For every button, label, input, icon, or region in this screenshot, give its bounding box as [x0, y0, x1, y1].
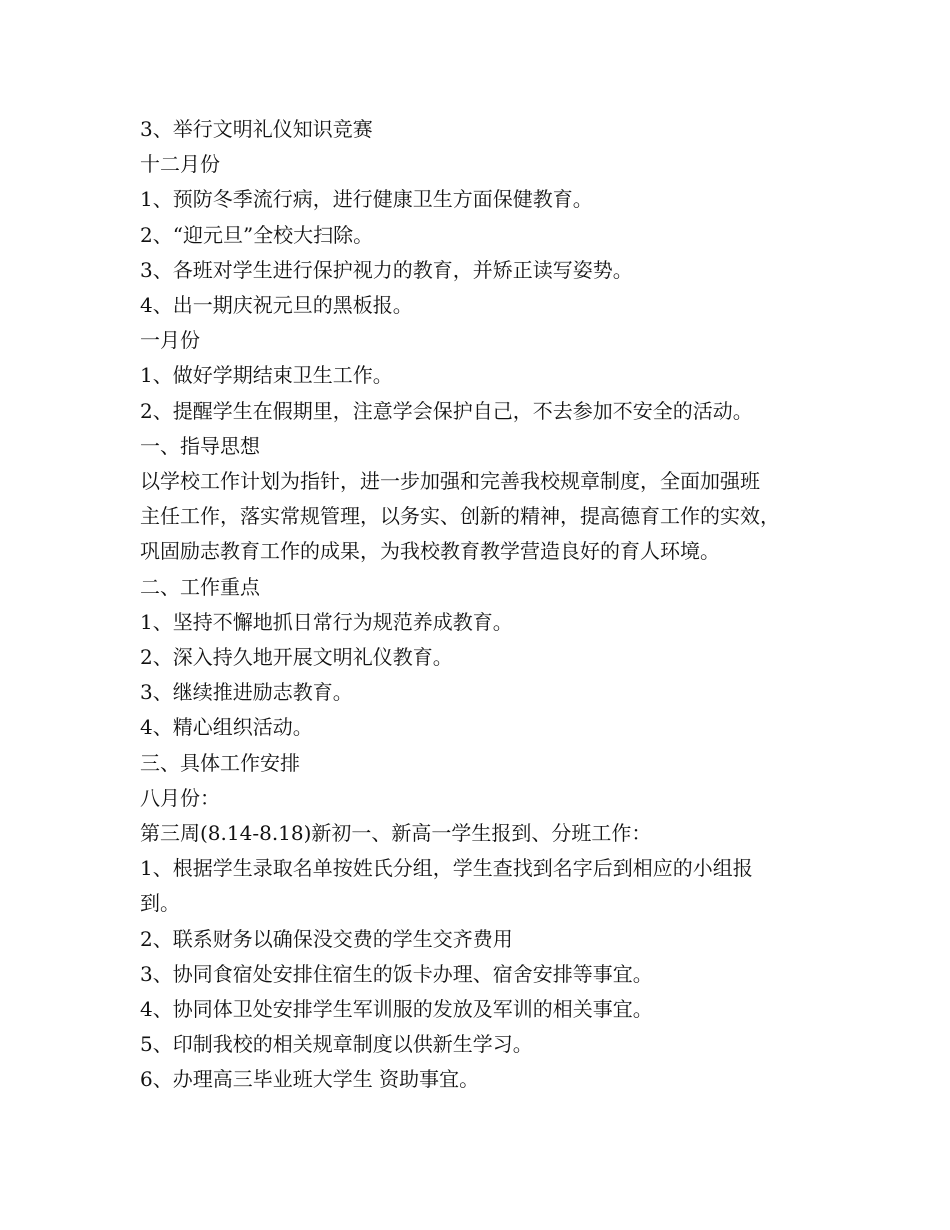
- list-item: 3、举行文明礼仪知识竞赛: [140, 117, 373, 141]
- list-item: 4、精心组织活动。: [140, 715, 313, 740]
- list-item: 1、根据学生录取名单按姓氏分组，学生查找到名字后到相应的小组报: [140, 856, 753, 881]
- paragraph-line: 第三周(8.14-8.18)新初一、新高一学生报到、分班工作：: [140, 821, 652, 846]
- list-item: 4、出一期庆祝元旦的黑板报。: [140, 293, 413, 318]
- list-item: 2、提醒学生在假期里，注意学会保护自己，不去参加不安全的活动。: [140, 398, 753, 423]
- list-item-continuation: 到。: [140, 891, 180, 916]
- section-heading-december: 十二月份: [140, 152, 220, 177]
- list-item: 1、预防冬季流行病，进行健康卫生方面保健教育。: [140, 187, 593, 212]
- list-item: 2、联系财务以确保没交费的学生交齐费用: [140, 926, 513, 951]
- list-item: 4、协同体卫处安排学生军训服的发放及军训的相关事宜。: [140, 997, 653, 1022]
- list-item: 2、深入持久地开展文明礼仪教育。: [140, 645, 453, 670]
- paragraph-line: 以学校工作计划为指针，进一步加强和完善我校规章制度，全面加强班: [140, 469, 760, 494]
- section-heading-work-focus: 二、工作重点: [140, 574, 260, 599]
- document-body: [140, 112, 820, 1098]
- list-item: 1、做好学期结束卫生工作。: [140, 363, 393, 388]
- list-item: 3、各班对学生进行保护视力的教育，并矫正读写姿势。: [140, 257, 633, 282]
- list-item: 6、办理高三毕业班大学生 资助事宜。: [140, 1067, 480, 1092]
- list-item: 3、继续推进励志教育。: [140, 680, 353, 705]
- list-item: 3、协同食宿处安排住宿生的饭卡办理、宿舍安排等事宜。: [140, 961, 653, 986]
- section-heading-guiding-ideology: 一、指导思想: [140, 433, 260, 458]
- paragraph-line: 主任工作，落实常规管理，以务实、创新的精神，提高德育工作的实效，: [140, 504, 780, 529]
- list-item: 2、“迎元旦”全校大扫除。: [140, 222, 374, 247]
- section-heading-august: 八月份：: [140, 785, 220, 810]
- section-heading-work-arrangement: 三、具体工作安排: [140, 750, 300, 775]
- list-item: 5、印制我校的相关规章制度以供新生学习。: [140, 1032, 533, 1057]
- list-item: 1、坚持不懈地抓日常行为规范养成教育。: [140, 609, 513, 634]
- section-heading-january: 一月份: [140, 328, 200, 353]
- paragraph-line: 巩固励志教育工作的成果，为我校教育教学营造良好的育人环境。: [140, 539, 720, 564]
